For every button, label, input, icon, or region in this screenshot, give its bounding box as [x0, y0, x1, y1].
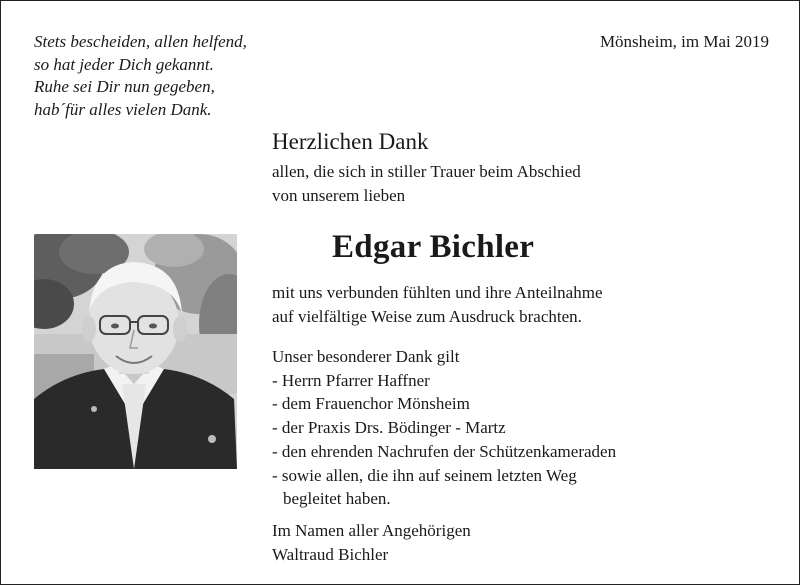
list-item: - Herrn Pfarrer Haffner [272, 370, 430, 390]
deceased-name: Edgar Bichler [332, 229, 535, 265]
portrait-image [34, 234, 237, 469]
intro-line: allen, die sich in stiller Trauer beim Abschied [272, 162, 581, 181]
thanks-line: mit uns verbunden fühlten und ihre Anteilnahme [272, 283, 603, 302]
memorial-poem [34, 31, 247, 121]
poem-line: Stets bescheiden, allen helfend, [34, 32, 247, 51]
portrait-photo [34, 234, 237, 469]
list-item-continuation: begleitet haben. [283, 489, 391, 509]
thanks-line: auf vielfältige Weise zum Ausdruck brachten. [272, 306, 582, 326]
intro-text [272, 160, 581, 207]
poem-line: hab´für alles vielen Dank. [34, 99, 212, 119]
signature-name: Waltraud Bichler [272, 544, 389, 564]
list-item: - den ehrenden Nachrufen der Schützenkameraden [272, 441, 617, 461]
list-item: - dem Frauenchor Mönsheim [272, 394, 470, 414]
list-item: - sowie allen, die ihn auf seinem letzten Weg [272, 465, 577, 485]
thanks-text [272, 281, 603, 328]
signature-block [272, 519, 471, 566]
list-item: - der Praxis Drs. Bödinger - Martz [272, 418, 506, 438]
poem-line: Ruhe sei Dir nun gegeben, [34, 77, 215, 96]
special-thanks-intro: Unser besonderer Dank gilt [272, 347, 460, 366]
place-date: Mönsheim, im Mai 2019 [599, 32, 769, 51]
poem-line: so hat jeder Dich gekannt. [34, 54, 214, 74]
special-thanks-list [272, 345, 616, 511]
thank-you-heading: Herzlichen Dank [272, 129, 429, 154]
intro-line: von unserem lieben [272, 185, 406, 205]
signature-line: Im Namen aller Angehörigen [272, 521, 471, 540]
